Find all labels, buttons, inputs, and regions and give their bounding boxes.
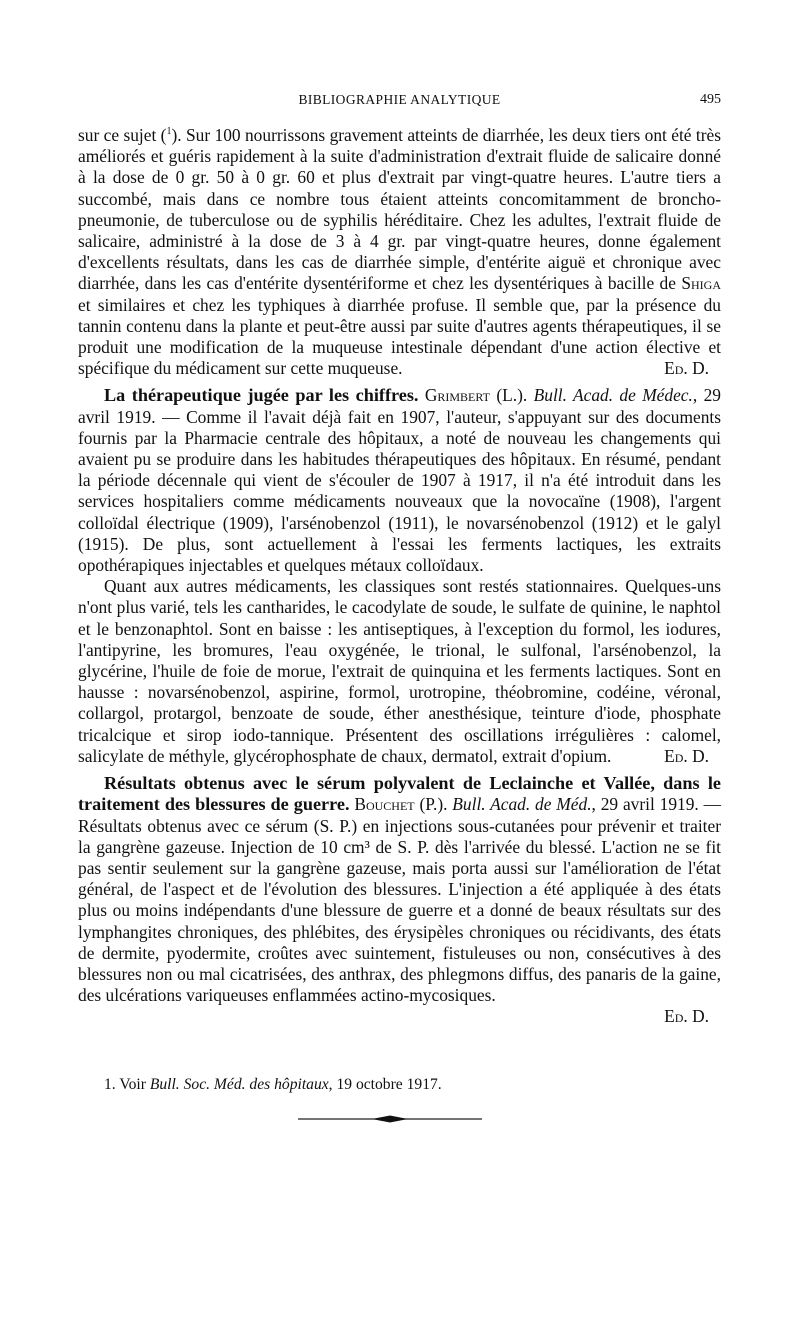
intro-paragraph: [78, 125, 721, 379]
footnote-date: , 19 octobre 1917.: [328, 1076, 442, 1093]
entry-1-body-1: , 29 avril 1919. — Comme il l'avait déjà fait en 1907, l'auteur, s'appuyant sur des documents fournis par la Pharmacie centrale des hôpitaux, a noté de nouveau les changements qui avaient pu se produire dans les habitudes thérapeutiques des hôpitaux. En résumé, pendant la période décennale qui vient de s'écouler de 1907 à 1917, il n'a été introduit dans les services hospitaliers comme médicaments nouveaux que la novocaïne (1908), l'argent colloïdal électrique (1909), l'arsénobenzol (1911), le novarsénobenzol (1912) et le galyl (1915). De plus, sont actuellement à l'essai les ferments lactiques, les extraits opothérapiques injectables et quelques métaux colloïdaux.: [78, 385, 721, 576]
running-title: BIBLIOGRAPHIE ANALYTIQUE: [298, 92, 501, 107]
running-head: [78, 92, 721, 114]
entry-2-signature: Ed. D.: [664, 1006, 709, 1027]
footnote: [78, 1075, 721, 1095]
entry-1-author-initial: (L.).: [490, 385, 534, 406]
entry-2-author-initial: (P.).: [414, 794, 453, 815]
entry-1: [78, 385, 721, 576]
body-text: [78, 125, 721, 1028]
entry-1-source: Bull. Acad. de Médec.: [533, 385, 693, 406]
entry-2-title: Résultats obtenus avec le sérum polyvalent de Leclainche et Vallée, dans le traitement des blessures de guerre.: [78, 773, 721, 815]
intro-text-1: sur ce sujet (: [78, 125, 167, 145]
footnote-text: [104, 1075, 442, 1095]
entry-2: [78, 773, 721, 1006]
intro-text-2: ). Sur 100 nourrissons gravement atteints de diarrhée, les deux tiers ont été très améliorés et guéris rapidement à la suite d'administration d'extrait fluide de salicaire donné à la dose de 0 gr. 50 à 0 gr. 60 et plus d'extrait par vingt-quatre heures. L'autre tiers a succombé, mais dans ce nombre tous étaient atteints concomitamment de broncho-pneumonie, de tuberculose ou de syphilis héréditaire. Chez les adultes, l'extrait fluide de salicaire, administré à la dose de 3 à 4 gr. par vingt-quatre heures, donne également d'excellents résultats, dans les cas de diarrhée simple, d'entérite aiguë et chronique avec diarrhée, dans les cas d'entérite dysentériforme et chez les dysentériques à bacille de: [78, 125, 721, 294]
footnote-source: Bull. Soc. Méd. des hôpitaux: [149, 1076, 329, 1093]
page-number: 495: [700, 92, 721, 107]
footnote-ref: 1: [166, 126, 172, 138]
entry-2-source: Bull. Acad. de Méd.: [452, 794, 592, 815]
intro-text-3: et similaires et chez les typhiques à diarrhée profuse. Il semble que, par la présence du tannin contenu dans la plante et peut-être aussi par suite d'autres agents thérapeutiques, il se produit une modification de la muqueuse intestinale dépendant d'une action élective et spécifique du médicament sur cette muqueuse.: [78, 294, 721, 379]
intro-name-shiga: Shiga: [681, 273, 721, 294]
entry-1-paragraph-2: [78, 576, 721, 767]
entry-2-author: Bouchet: [354, 794, 415, 815]
entry-2-body: , 29 avril 1919. — Résultats obtenus avec ce sérum (S. P.) en injections sous-cutanées pour prévenir et traiter la gangrène gazeuse. Injection de 10 cm³ de S. P. dès l'arrivée du blessé. L'action ne se fit pas sentir seulement sur la gangrène gazeuse, mais porta aussi sur l'amélioration de l'état général, de l'aspect et de l'évolution des blessures. L'injection a été appliquée à des états plus ou moins indépendants d'une blessure de guerre et a donné de beaux résultats sur des lymphangites chroniques, des phlébites, des érysipèles chroniques ou récidivants, des états de dermite, pyodermite, croûtes avec suintement, fistuleuses ou non, consécutives à des blessures non ou mal cicatrisées, des anthrax, des phlegmons diffus, des panaris de la gaine, des ulcérations variqueuses enflammées actino-mycosiques.: [78, 794, 721, 1006]
footnote-number: 1.: [104, 1076, 116, 1093]
end-ornament: [298, 1114, 482, 1124]
intro-signature: Ed. D.: [664, 358, 709, 379]
entry-1-body-2: Quant aux autres médicaments, les classiques sont restés stationnaires. Quelques-uns n'ont plus varié, tels les cantharides, le cacodylate de soude, le sulfate de quinine, le naphtol et le benzonaphtol. Sont en baisse : les antiseptiques, à l'exception du formol, les iodures, l'antipyrine, les bromures, l'eau oxygénée, le trional, le sulfonal, l'arsénobenzol, la glycérine, l'huile de foie de morue, l'extrait de quinquina et les ferments lactiques. Sont en hausse : novarsénobenzol, aspirine, formol, urotropine, théobromine, codéine, véronal, collargol, protargol, benzoate de soude, éther anesthésique, teinture d'iode, phosphate tricalcique et sirop iodo-tannique. Présentent des oscillations irrégulières : calomel, salicylate de méthyle, glycérophosphate de chaux, dermatol, extrait d'opium.: [78, 576, 721, 766]
footnote-prefix: Voir: [119, 1076, 150, 1093]
entry-1-signature: Ed. D.: [664, 745, 709, 766]
entry-1-author: Grimbert: [424, 385, 491, 406]
entry-1-title: La thérapeutique jugée par les chiffres.: [104, 385, 419, 406]
